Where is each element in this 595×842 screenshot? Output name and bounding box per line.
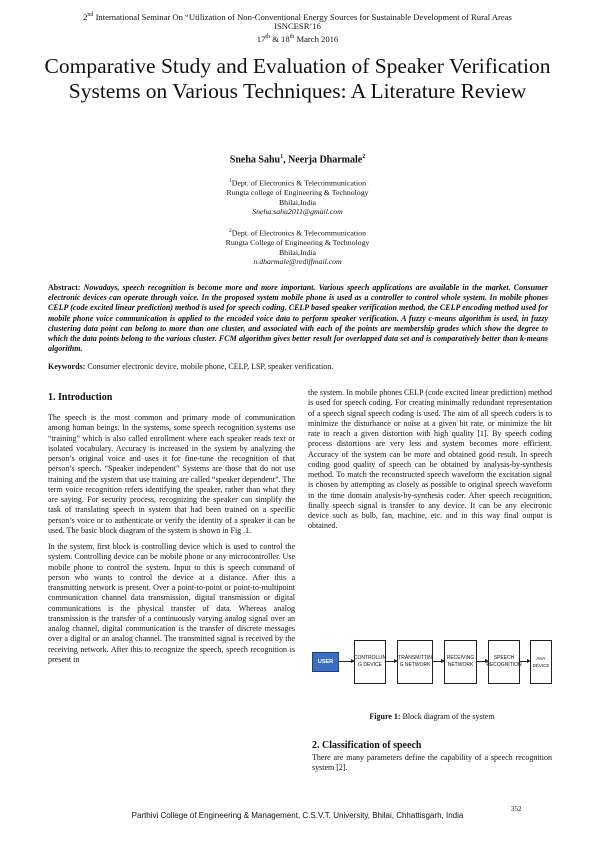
section-heading-classification: 2. Classification of speech: [312, 740, 422, 751]
affiliation-1: $^1$Dept. of Electronics & Telecommunication Rungta college of Engineering & Technology Bhilai,India Sneha.sahu2011@gmail.com: [0, 177, 595, 217]
conference-date: 17th & 18th March 2016: [256, 33, 339, 44]
conference-acronym: ISNCESR’16: [274, 21, 321, 31]
left-column: [48, 413, 295, 671]
arrow-icon: [520, 661, 529, 662]
diagram-block: RECEIVING NETWORK: [444, 640, 477, 684]
keywords: Keywords: Consumer electronic device, mobile phone, CELP, LSP, speaker verification.: [48, 362, 334, 371]
paragraph: The speech is the most common and primary mode of communication among human beings. In the systems, some speech recognition systems use “training” which is also called enrollment where each speaker reads text or isolated vocabulary. Accuracy is increased in the system by analyzing the person’s original voice and uses it for fine-tune the recognition of that person’s speech. “Speaker independent” Systems are those that do not use training and the system that use training are called “speaker dependent”. The term voice recognition refers identifying the speaker, rather than what they are saying. For security process, recognizing the speaker can simplify the task of translating speech in system that had been trained on a specific person’s voice or to authenticate or verify the identity of a speaker it can be used. The basic block diagram of the system is shown in Fig .1.: [48, 413, 295, 535]
paragraph: In the system, first block is controlling device which is used to control the system. Controlling device can be mobile phone or any microcontroller. Use mobile phone to control the system. Input to this is speech command of person who wants to control the device at a distance. After this a transmitting network is present. Over a point-to-point or point-to-multipoint communication channel data transmission, digital transmission or digital communications is the physical transfer of data. Whereas analog transmission is the transfer of a continuously varying analog signal over an analog channel, digital communication is the transfer of discrete messages over a digital or an analog channel. The transmitted signal is received by the receiving network. After this to recognize the speech, speech recognition is present in: [48, 542, 295, 664]
paper-title: Comparative Study and Evaluation of Speaker Verification Systems on Various Techniques: A Literature Review: [44, 54, 551, 103]
page-footer: Parthivi College of Engineering & Management, C.S.V.T. University, Bhilai, Chhattisgarh, India: [131, 811, 464, 820]
diagram-block: SPEECH RECOGNITION: [488, 640, 520, 684]
author-name: Sneha Sahu: [229, 154, 281, 166]
right-column: [308, 388, 552, 538]
arrow-icon: [386, 661, 396, 662]
diagram-block: TRANSMITTIN G NETWORK: [397, 640, 433, 684]
abstract: Abstract: Nowadays, speech recognition is become more and more important. Various speech applications are available in the market. Consumer electronic devices can operate through voice. In the proposed system mobile phone is used as a controller to control whole system. In mobile phones CELP (code excited linear prediction) method is used for speech coding. CELP based speaker verification method, the CELP encoding method used for mobile phone voice communication is applied to the encoded voice data to perform speaker verification. A fuzzy c-means algorithm is used, in fuzzy clustering data point can belong to more than one cluster, and associated with each of the points are membership grades which show the degree to which the data points belong to the various cluster. FCM algorithm gives better result for overlapped data set and is comparatively better than k-means algorithm.: [48, 283, 548, 354]
paragraph: the system. In mobile phones CELP (code excited linear prediction) method is used for speech coding. For creating minimally redundant representation of a speech signal speech coding is used. The aim of all speech coders is to minimize the disturbance or noise at a given bit rate, or minimize the bit rate to reach a given distortion with high quality [1]. By speech coding process distortions are very less and system becomes more efficient. Accuracy of the system can be more and obtained good result. In speech coding good quality of speech can be obtained by analysis-by-synthesis method. To match the reconstructed speech waveform the excitation signal is chosen by attempting as closely as possible to original speech waveform in the time domain analysis-by-synthesis coder. After speech recognition, finally speech signal is transfer to any device. It can be any electronic device such as bulb, fan, machine, etc. and in this way final output is obtained.: [308, 388, 552, 531]
email-link[interactable]: Sneha.sahu2011@gmail.com: [252, 207, 343, 217]
figure-caption: Figure 1: Block diagram of the system: [369, 712, 495, 721]
user-block: USER: [312, 652, 339, 672]
paragraph: There are many parameters define the capability of a speech recognition system [2].: [312, 753, 552, 773]
diagram-block: ANY DEVICE: [530, 640, 552, 684]
author-line: Sneha Sahu$^1$, Neerja Dharmale$^2$: [229, 154, 366, 166]
conference-header: 2nd International Seminar On “Utilization of Non-Conventional Energy Sources for Sustainable Development of Rural Areas: [83, 11, 512, 22]
arrow-icon: [339, 661, 353, 662]
arrow-icon: [433, 661, 443, 662]
email-link[interactable]: n.dharmale@rediffmail.com: [253, 257, 342, 267]
affiliation-2: $^2$Dept. of Electronics & Telecommunication Rungta College of Engineering & Technology Bhilai,India n.dharmale@rediffmail.com: [0, 227, 595, 267]
diagram-block: CONTROLLIN G DEVICE: [354, 640, 386, 684]
section-heading-introduction: 1. Introduction: [48, 392, 113, 403]
author-name: Neerja Dharmale: [288, 154, 363, 166]
block-diagram: [312, 638, 552, 688]
page-number: 352: [511, 805, 522, 813]
